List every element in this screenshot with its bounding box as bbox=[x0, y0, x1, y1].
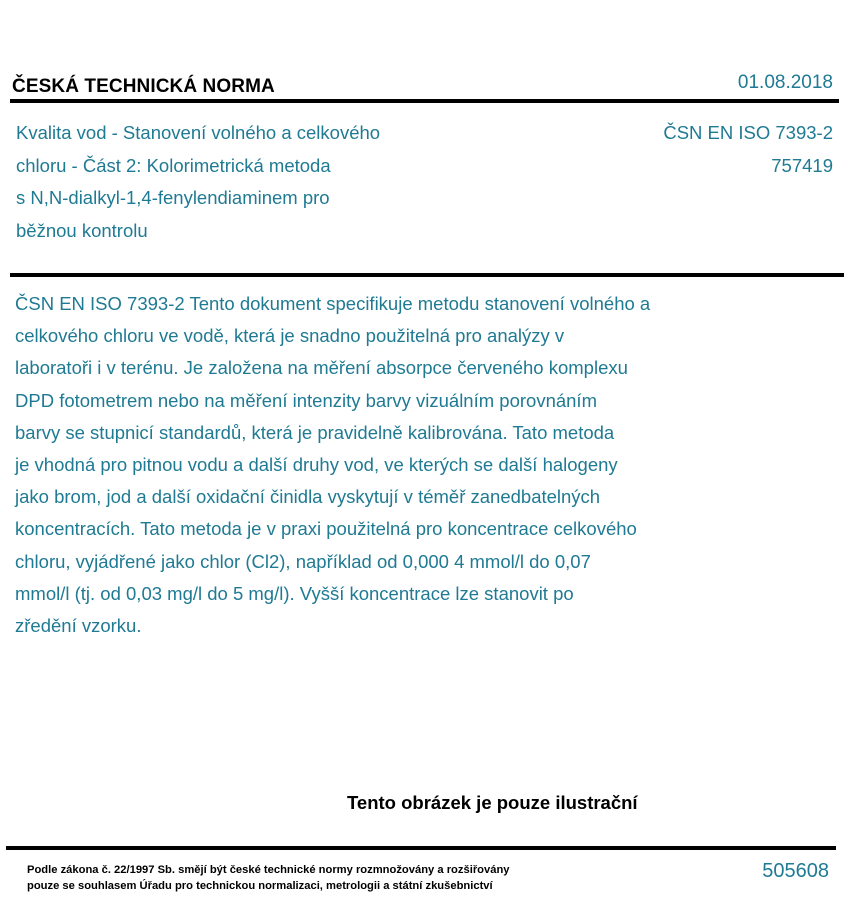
abstract-line: barvy se stupnicí standardů, která je pravidelně kalibrována. Tato metoda bbox=[15, 421, 615, 443]
illustration-note: Tento obrázek je pouze ilustrační bbox=[347, 792, 638, 813]
header-rule bbox=[10, 99, 839, 103]
standard-title-line: chloru - Část 2: Kolorimetrická metoda bbox=[16, 154, 331, 176]
legal-notice bbox=[27, 863, 510, 894]
standard-title-line: s N,N-dialkyl-1,4-fenylendiaminem pro bbox=[16, 187, 330, 208]
legal-notice-line: Podle zákona č. 22/1997 Sb. smějí být české technické normy rozmnožovány a rozšiřovány bbox=[27, 864, 510, 876]
abstract-line: je vhodná pro pitnou vodu a další druhy vod, ve kterých se další halogeny bbox=[15, 454, 618, 476]
abstract-line: laboratoři i v terénu. Je založena na měření absorpce červeného komplexu bbox=[15, 357, 628, 379]
abstract-line: zředění vzorku. bbox=[15, 615, 142, 637]
abstract-line: chloru, vyjádřené jako chlor (Cl2), například od 0,000 4 mmol/l do 0,07 bbox=[15, 550, 591, 572]
standard-title bbox=[16, 117, 456, 247]
standard-codes bbox=[663, 117, 833, 182]
title-rule bbox=[10, 273, 844, 277]
standard-code: ČSN EN ISO 7393-2 bbox=[663, 122, 833, 143]
abstract-line: celkového chloru ve vodě, která je snadno použitelná pro analýzy v bbox=[15, 325, 565, 347]
publication-date: 01.08.2018 bbox=[737, 72, 833, 93]
document-number: 505608 bbox=[762, 860, 829, 882]
abstract-text bbox=[15, 288, 835, 642]
abstract-line: mmol/l (tj. od 0,03 mg/l do 5 mg/l). Vyšší koncentrace lze stanovit po bbox=[15, 582, 574, 604]
document-heading: ČESKÁ TECHNICKÁ NORMA bbox=[12, 76, 275, 97]
legal-notice-line: pouze se souhlasem Úřadu pro technickou normalizaci, metrologii a státní zkušebnictví bbox=[27, 879, 493, 892]
abstract-line: ČSN EN ISO 7393-2 Tento dokument specifikuje metodu stanovení volného a bbox=[15, 293, 651, 314]
standard-title-line: Kvalita vod - Stanovení volného a celkového bbox=[16, 122, 381, 143]
abstract-line: DPD fotometrem nebo na měření intenzity barvy vizuálním porovnáním bbox=[15, 389, 597, 411]
abstract-line: koncentracích. Tato metoda je v praxi použitelná pro koncentrace celkového bbox=[15, 518, 637, 540]
class-number: 757419 bbox=[771, 154, 833, 176]
footer-rule bbox=[6, 846, 836, 850]
abstract-line: jako brom, jod a další oxidační činidla vyskytují v téměř zanedbatelných bbox=[15, 486, 601, 508]
standard-title-line: běžnou kontrolu bbox=[16, 219, 148, 241]
